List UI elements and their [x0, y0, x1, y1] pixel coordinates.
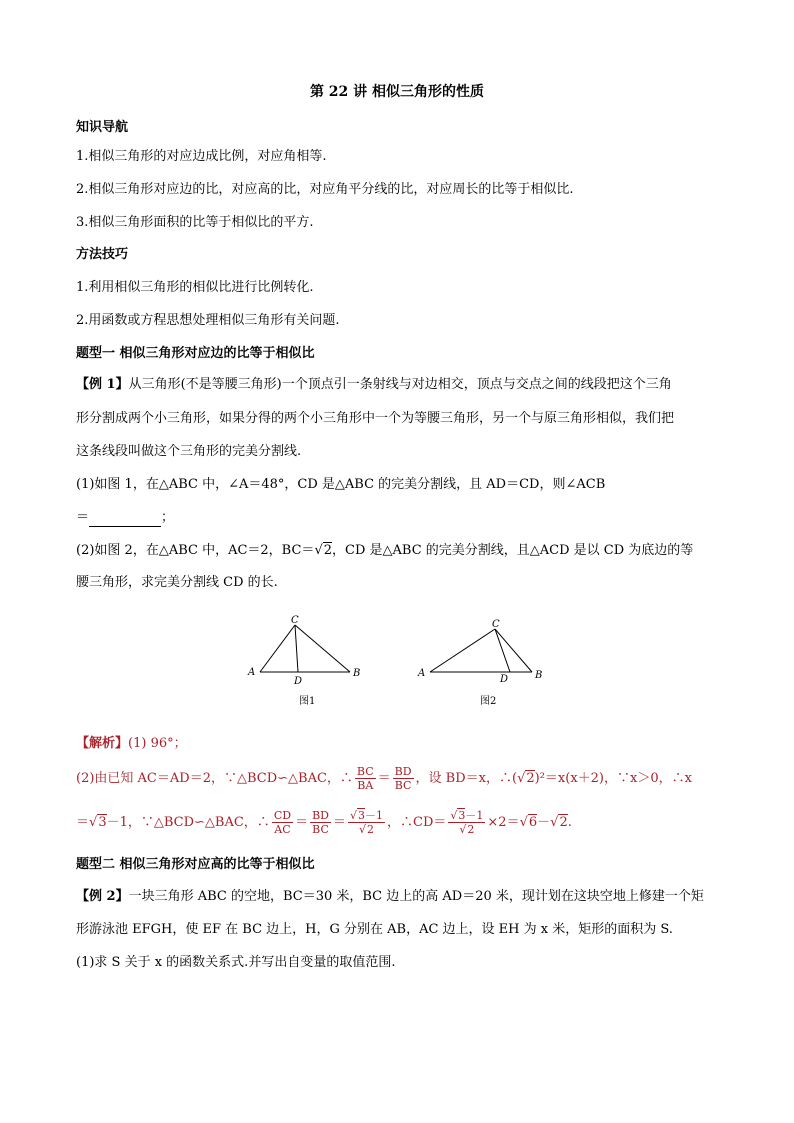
solution2-text-a: (2)由已知 AC＝AD＝2，∵△BCD∽△BAC，∴: [76, 771, 353, 786]
question2-text-a: (2)如图 2，在△ABC 中，AC＝2，BC＝: [76, 543, 315, 558]
fraction-cd-ac: $\frac{CD}{AC}$: [273, 809, 292, 836]
fraction-sqrt3-minus1-over-sqrt2: $\frac{√3-1}{√2}$: [350, 809, 384, 836]
figure-2: [410, 612, 550, 710]
methods-heading: 方法技巧: [76, 247, 129, 262]
methods-item-2: 2.用函数或方程思想处理相似三角形有关问题.: [76, 313, 340, 328]
fig2-caption: 图2: [480, 696, 497, 707]
type2-heading: 题型二 相似三角形对应高的比等于相似比: [76, 857, 315, 872]
fig1-label-c: C: [291, 615, 299, 626]
question2-text-b: ，CD 是△ABC 的完美分割线，且△ACD 是以 CD 为底边的等: [332, 543, 694, 558]
knowledge-heading: 知识导航: [76, 120, 129, 135]
answer-blank: [89, 512, 161, 527]
solution-line-3: ＝√3－1，∵△BCD∽△BAC，∴ $\frac{CD}{AC}$ ＝ $\frac{BD}{BC}$ ＝ $\frac{√3-1}{√2}$ ，∴CD＝ $\frac{√3-1}{√2}$ ×2＝√6－√2.: [76, 809, 572, 836]
question1-semicolon: ；: [161, 510, 175, 525]
solution2-text-c: )²＝x(x＋2)，∵x＞0，∴x: [534, 771, 692, 786]
knowledge-item-2: 2.相似三角形对应边的比，对应高的比，对应角平分线的比，对应周长的比等于相似比.: [76, 182, 574, 197]
example2-line-2: 形游泳池 EFGH，使 EF 在 BC 边上，H，G 分别在 AB，AC 边上，设 EH 为 x 米，矩形的面积为 S.: [76, 922, 673, 937]
figure-1: [240, 612, 370, 710]
example2-tag: 【例 2】: [76, 889, 129, 904]
fig1-side-cb: [295, 625, 350, 672]
solution2-text-b: ，设 BD＝x，∴(: [415, 771, 518, 786]
fraction-sqrt3-minus1-over-sqrt2-b: $\frac{√3-1}{√2}$: [450, 809, 484, 836]
example1-line-1: [76, 376, 672, 394]
knowledge-item-3: 3.相似三角形面积的比等于相似比的平方.: [76, 215, 314, 230]
fig2-label-b: B: [535, 670, 543, 681]
fig2-side-ac: [430, 629, 495, 672]
fig1-segment-cd: [295, 625, 298, 672]
example2-text-1: 一块三角形 ABC 的空地，BC＝30 米，BC 边上的高 AD＝20 米，现计划在这块空地上修建一个矩: [128, 889, 704, 904]
fig1-label-b: B: [353, 668, 361, 679]
example1-line-3: 这条线段叫做这个三角形的完美分割线.: [76, 444, 302, 459]
fig1-caption: 图1: [299, 696, 316, 707]
example2-line-1: [76, 888, 704, 906]
fig2-side-cb: [495, 629, 532, 672]
methods-item-1: 1.利用相似三角形的相似比进行比例转化.: [76, 280, 314, 295]
fig1-label-d: D: [294, 676, 303, 687]
fig2-label-d: D: [500, 674, 509, 685]
solution-line-2: (2)由已知 AC＝AD＝2，∵△BCD∽△BAC，∴ $\frac{BC}{BA}$ ＝ $\frac{BD}{BC}$ ，设 BD＝x，∴(√2)²＝x(x＋2)，∵x＞0，∴x: [76, 765, 692, 792]
question1-line-2: [76, 509, 174, 527]
question1-line-1: (1)如图 1，在△ABC 中，∠A＝48°，CD 是△ABC 的完美分割线，且 AD＝CD，则∠ACB: [76, 477, 606, 492]
type1-heading: 题型一 相似三角形对应边的比等于相似比: [76, 346, 315, 361]
solution-line-1: [76, 735, 187, 753]
fraction-bd-bc: $\frac{BD}{BC}$: [394, 765, 412, 792]
solution-part1: (1) 96°；: [128, 736, 187, 751]
solution-tag: 【解析】: [76, 736, 129, 751]
question2-line-1: (2)如图 2，在△ABC 中，AC＝2，BC＝√2，CD 是△ABC 的完美分割线，且△ACD 是以 CD 为底边的等: [76, 543, 694, 558]
example1-tag: 【例 1】: [76, 377, 129, 392]
knowledge-item-1: 1.相似三角形的对应边成比例，对应角相等.: [76, 149, 327, 164]
fig2-label-c: C: [492, 619, 500, 630]
fig1-side-ac: [260, 625, 295, 672]
page-title: 第 22 讲 相似三角形的性质: [309, 84, 485, 100]
example2-question-1: (1)求 S 关于 x 的函数关系式.并写出自变量的取值范围.: [76, 955, 396, 970]
solution3-text-b: －1，∵△BCD∽△BAC，∴: [106, 815, 270, 830]
sqrt-two: 2: [323, 543, 333, 558]
fig2-segment-cd: [495, 629, 510, 672]
solution3-text-c: ，∴CD＝: [387, 815, 447, 830]
fig2-label-a: A: [418, 668, 426, 679]
example1-text-1: 从三角形(不是等腰三角形)一个顶点引一条射线与对边相交，顶点与交点之间的线段把这个三角: [128, 377, 672, 392]
fraction-bd-bc-2: $\frac{BD}{BC}$: [312, 809, 329, 836]
example1-line-2: 形分割成两个小三角形，如果分得的两个小三角形中一个为等腰三角形，另一个与原三角形相似，我们把: [76, 411, 675, 426]
question1-equals: ＝: [76, 510, 90, 525]
fig1-label-a: A: [248, 667, 256, 678]
question2-line-2: 腰三角形，求完美分割线 CD 的长.: [76, 575, 278, 590]
fraction-bc-ba: $\frac{BC}{BA}$: [356, 765, 374, 792]
